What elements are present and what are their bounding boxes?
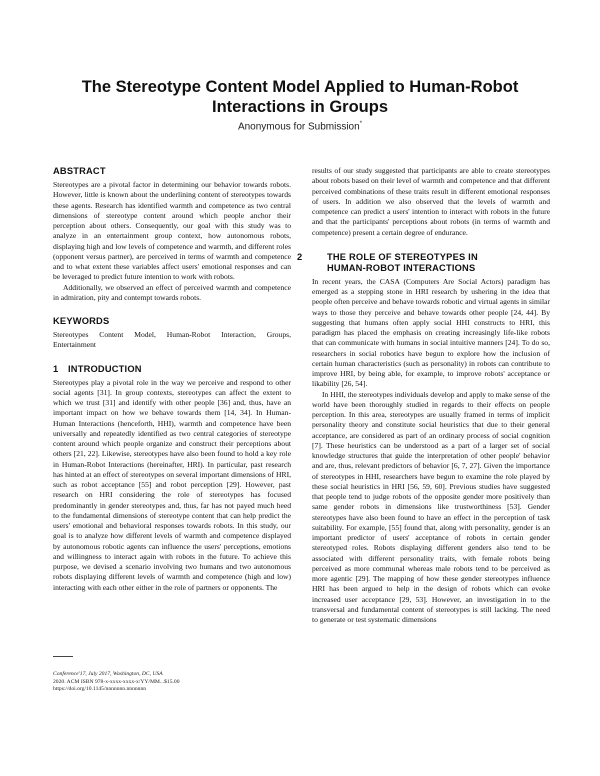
right-column xyxy=(297,166,550,625)
section-2-paragraph-1: In recent years, the CASA (Computers Are Social Actors) paradigm has emerged as a stepping stone in HRI research by ushering in the idea that people often perceive and behave towards robotic and virtual agents in similar ways to those they perceive and behave towards other people [24, 44]. By suggesting that humans often apply social HHI constructs to HRI, this paradigm has placed the emphasis on creating increasingly life-like robots that can communicate with humans in social intuitive manners [24]. To do so, researchers in social robotics have begun to explore how the inclusion of certain human characteristics (such as personality) in robots can contribute to improve HRI, by being able, for example, to improve robots' acceptance or likability [26, 54]. xyxy=(312,276,550,389)
footnote-doi: https://doi.org/10.1145/nnnnnnn.nnnnnnn xyxy=(53,686,147,693)
keywords-text: Stereotypes Content Model, Human-Robot Interaction, Groups, Entertainment xyxy=(53,330,291,350)
left-column xyxy=(53,166,291,593)
author-line xyxy=(40,121,560,132)
introduction-continuation: results of our study suggested that participants are able to create stereotypes about robots based on their level of warmth and competence and that different perceived combinations of these traits result in different emotional responses of users. In addition we also observed that the levels of warmth and competence can predict a users' intention to interact with robots in the future and that the participants' perceptions about robots (in terms of warmth and competence) present a certain degree of endurance. xyxy=(312,166,550,237)
introduction-paragraph: Stereotypes play a pivotal role in the way we perceive and respond to other social agents [31]. In group contexts, stereotypes can affect the extent to which we trust [31] and identify with other people [36] and, thus, have an important impact on how we behave towards them [14, 34]. In Human-Human Interactions (henceforth, HHI), warmth and competence have been universally and repeatedly identified as two central categories of stereotype content around which people organize and construct their perceptions about others [21, 22]. Likewise, stereotypes have also been found to hold a key role in Human-Robot Interactions (hereinafter, HRI). In particular, past research has hinted at an effect of stereotypes on several important dimensions of HRI, such as robot acceptance [55] and robot perception [29]. However, past research on HRI considering the role of stereotypes has focused predominantly in gender stereotypes and, thus, far has not payed much heed to the fundamental dimensions of stereotype content that can help predict the users' emotional and behavioral responses towards robots. In this study, our goal is to analyze how different levels of warmth and competence displayed by autonomous robotic agents can influence the users' perceptions, emotions and willingness to interact again with robots in the future. To achieve this purpose, we devised a scenario involving two humans and two autonomous robots displaying different levels of warmth and competence (high and low) interacting with each other either in the role of partners or opponents. The xyxy=(53,377,291,592)
section-2-number: 2 xyxy=(297,251,303,262)
section-2-paragraph-2: In HHI, the stereotypes individuals develop and apply to make sense of the world have been thoroughly studied in regards to their effects on people perception. In this area, stereotypes are usually framed in terms of implicit personality theory and constitute social heuristics that due to their general acceptance, are considered as part of an ordinary process of social cognition [7]. These heuristics can be understood as a part of a larger set of social knowledge structures that guide the interpretation of other people' behavior and are, thus, relevant predictors of behavior [6, 7, 27]. Given the importance of stereotypes in HHI, researchers have begun to examine the role played by these social heuristics in HRI [56, 59, 60]. Previous studies have suggested that people tend to judge robots of the opposite gender more positively than same gender robots in dimensions like trustworthiness [53]. Gender stereotypes have also been found to have an effect in the perception of task suitability. For example, [55] found that, along with personality, gender is an important predictor of users' acceptance of robots in certain gender stereotyped roles. Robots displaying different genders also tend to be associated with different personality traits, with female robots being perceived as more communal whereas male robots tend to be perceived as more agentic [29]. The mapping of how these gender stereotypes influence HRI has been argued to help in the design of robots which can evoke increased user acceptance [29, 53]. However, an investigation in to the transversal and fundamental content of stereotypes is still lacking. The need to generate or test systematic dimensions xyxy=(312,389,550,624)
author-name: Anonymous for Submission xyxy=(237,121,360,133)
keywords-heading: KEYWORDS xyxy=(53,316,110,326)
title-line-1: The Stereotype Content Model Applied to Human-Robot xyxy=(81,78,519,96)
title-line-2: Interactions in Groups xyxy=(211,98,389,116)
footnote-venue: Conference'17, July 2017, Washington, DC, USA xyxy=(53,671,163,677)
abstract-heading: ABSTRACT xyxy=(53,166,106,176)
introduction-title: INTRODUCTION xyxy=(68,363,142,374)
introduction-heading xyxy=(53,364,291,375)
footnote-rule xyxy=(53,656,73,657)
author-mark: * xyxy=(359,121,363,127)
paper-title xyxy=(40,77,560,117)
introduction-number: 1 xyxy=(53,363,59,374)
section-2-heading xyxy=(297,251,550,274)
footnote xyxy=(53,671,291,694)
abstract-paragraph-1: Stereotypes are a pivotal factor in determining our behavior towards robots. However, little is known about the underlining content of stereotypes towards these agents. Research has identified warmth and competence as two central dimensions of stereotype content around which people anchor their perception about others. Consequently, our goal with this study was to analyze in an entertainment group context, how autonomous robots, displaying high and low levels of competence and warmth, and different roles (opponent versus partner), are perceived in terms of warmth and competence and to what extent these variables affect users' emotional responses and can be leveraged to predict future intention to work with robots. xyxy=(53,180,291,282)
footnote-isbn: 2020. ACM ISBN 978-x-xxxx-xxxx-x/YY/MM...$15.00 xyxy=(53,678,180,685)
section-2-title-line-1: THE ROLE OF STEREOTYPES IN xyxy=(327,251,478,262)
section-2-title-line-2: HUMAN-ROBOT INTERACTIONS xyxy=(327,262,476,273)
abstract-paragraph-2: Additionally, we observed an effect of perceived warmth and competence in admiration, pity and contempt towards robots. xyxy=(53,282,291,302)
